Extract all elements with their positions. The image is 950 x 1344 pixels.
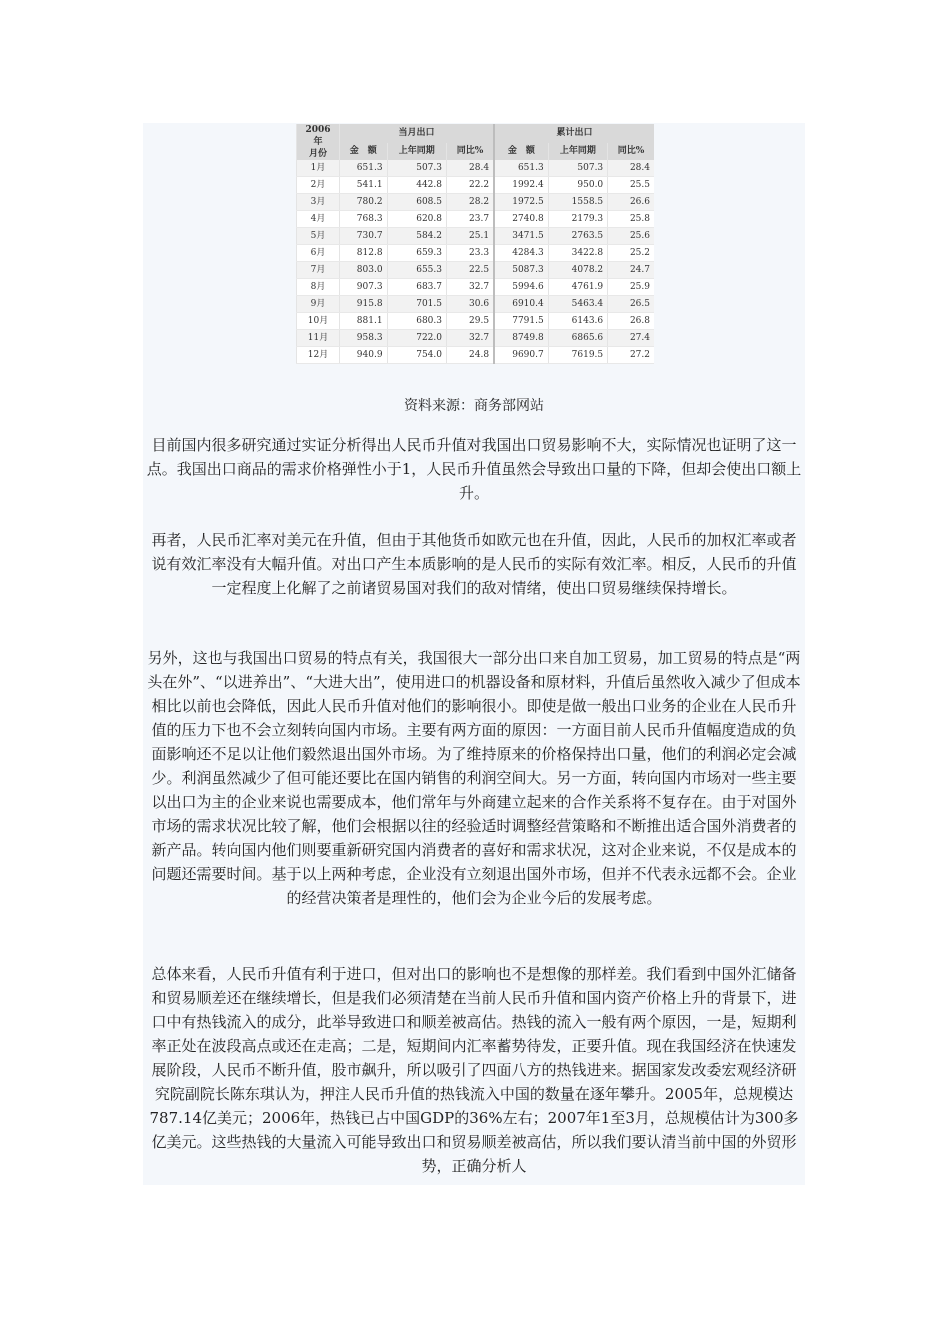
value-cell: 2763.5 (548, 228, 607, 245)
value-cell: 701.5 (387, 296, 446, 313)
month-cell: 1月 (297, 160, 340, 177)
sub-header: 金 额 (494, 143, 548, 160)
value-cell: 3422.8 (548, 245, 607, 262)
value-cell: 28.4 (446, 160, 494, 177)
value-cell: 32.7 (446, 330, 494, 347)
value-cell: 768.3 (340, 211, 388, 228)
value-cell: 6910.4 (494, 296, 548, 313)
value-cell: 651.3 (340, 160, 388, 177)
paragraph-2: 再者，人民币汇率对美元在升值，但由于其他货币如欧元也在升值，因此，人民币的加权汇率或者说有效汇率没有大幅升值。对出口产生本质影响的是人民币的实际有效汇率。相反，人民币的升值一定程度上化解了之前诸贸易国对我们的敌对情绪，使出口贸易继续保持增长。 (151, 531, 797, 597)
value-cell: 950.0 (548, 177, 607, 194)
table-row (297, 313, 655, 330)
paragraph-4: 总体来看，人民币升值有利于进口，但对出口的影响也不是想像的那样差。我们看到中国外汇储备和贸易顺差还在继续增长，但是我们必须清楚在当前人民币升值和国内资产价格上升的背景下，进口中有热钱流入的成分，此举导致进口和顺差被高估。热钱的流入一般有两个原因，一是，短期利率正处在波段高点或还在走高；二是，短期间内汇率蓄势待发，正要升值。现在我国经济在快速发展阶段，人民币不断升值，股市飙升，所以吸引了四面八方的热钱进来。据国家发改委宏观经济研究院副院长陈东琪认为，押注人民币升值的热钱流入中国的数量在逐年攀升。2005年，总规模达787.14亿美元；2006年，热钱已占中国GDP的36%左右；2007年1至3月，总规模估计为300多亿美元。这些热钱的大量流入可能导致出口和贸易顺差被高估，所以我们要认清当前中国的外贸形势，正确分析人 (149, 965, 799, 1175)
value-cell: 9690.7 (494, 347, 548, 364)
value-cell: 7619.5 (548, 347, 607, 364)
value-cell: 907.3 (340, 279, 388, 296)
paragraph-1: 目前国内很多研究通过实证分析得出人民币升值对我国出口贸易影响不大，实际情况也证明了这一点。我国出口商品的需求价格弹性小于1，人民币升值虽然会导致出口量的下降，但却会使出口额上升。 (146, 436, 802, 502)
table-corner-header: 2006年 月份 (297, 124, 340, 160)
value-cell: 25.5 (608, 177, 654, 194)
value-cell: 6865.6 (548, 330, 607, 347)
value-cell: 25.9 (608, 279, 654, 296)
value-cell: 27.2 (608, 347, 654, 364)
value-cell: 5087.3 (494, 262, 548, 279)
month-cell: 10月 (297, 313, 340, 330)
value-cell: 29.5 (446, 313, 494, 330)
value-cell: 754.0 (387, 347, 446, 364)
value-cell: 22.5 (446, 262, 494, 279)
value-cell: 659.3 (387, 245, 446, 262)
value-cell: 780.2 (340, 194, 388, 211)
value-cell: 28.4 (608, 160, 654, 177)
value-cell: 26.8 (608, 313, 654, 330)
value-cell: 915.8 (340, 296, 388, 313)
value-cell: 620.8 (387, 211, 446, 228)
value-cell: 608.5 (387, 194, 446, 211)
export-table (296, 124, 654, 364)
table-source-caption: 资料来源：商务部网站 (404, 398, 544, 414)
value-cell: 2740.8 (494, 211, 548, 228)
value-cell: 958.3 (340, 330, 388, 347)
value-cell: 23.3 (446, 245, 494, 262)
sub-header: 同比% (446, 143, 494, 160)
month-cell: 12月 (297, 347, 340, 364)
value-cell: 24.8 (446, 347, 494, 364)
sub-header: 金 额 (340, 143, 388, 160)
sub-header: 同比% (608, 143, 654, 160)
paragraph-3: 另外，这也与我国出口贸易的特点有关，我国很大一部分出口来自加工贸易，加工贸易的特点是“两头在外”、“以进养出”、“大进大出”，使用进口的机器设备和原材料，升值后虽然收入减少了但成本相比以前也会降低，因此人民币升值对他们的影响很小。即使是做一般出口业务的企业在人民币升值的压力下也不会立刻转向国内市场。主要有两方面的原因：一方面目前人民币升值幅度造成的负面影响还不足以让他们毅然退出国外市场。为了维持原来的价格保持出口量，他们的利润必定会减少。利润虽然减少了但可能还要比在国内销售的利润空间大。另一方面，转向国内市场对一些主要以出口为主的企业来说也需要成本，他们常年与外商建立起来的合作关系将不复存在。由于对国外市场的需求状况比较了解，他们会根据以往的经验适时调整经营策略和不断推出适合国外消费者的新产品。转向国内他们则要重新研究国内消费者的喜好和需求状况，这对企业来说，不仅是成本的问题还需要时间。基于以上两种考虑，企业没有立刻退出国外市场，但并不代表永远都不会。企业的经营决策者是理性的，他们会为企业今后的发展考虑。 (147, 649, 801, 907)
table-row (297, 194, 655, 211)
value-cell: 7791.5 (494, 313, 548, 330)
value-cell: 23.7 (446, 211, 494, 228)
value-cell: 30.6 (446, 296, 494, 313)
month-cell: 9月 (297, 296, 340, 313)
value-cell: 541.1 (340, 177, 388, 194)
sub-header: 上年同期 (548, 143, 607, 160)
value-cell: 4078.2 (548, 262, 607, 279)
sub-header: 上年同期 (387, 143, 446, 160)
value-cell: 8749.8 (494, 330, 548, 347)
value-cell: 4284.3 (494, 245, 548, 262)
value-cell: 940.9 (340, 347, 388, 364)
value-cell: 22.2 (446, 177, 494, 194)
month-cell: 3月 (297, 194, 340, 211)
value-cell: 1972.5 (494, 194, 548, 211)
value-cell: 507.3 (387, 160, 446, 177)
value-cell: 722.0 (387, 330, 446, 347)
month-cell: 11月 (297, 330, 340, 347)
value-cell: 1558.5 (548, 194, 607, 211)
month-cell: 2月 (297, 177, 340, 194)
value-cell: 5463.4 (548, 296, 607, 313)
value-cell: 4761.9 (548, 279, 607, 296)
value-cell: 25.6 (608, 228, 654, 245)
value-cell: 2179.3 (548, 211, 607, 228)
month-cell: 4月 (297, 211, 340, 228)
table-row (297, 262, 655, 279)
month-cell: 7月 (297, 262, 340, 279)
value-cell: 1992.4 (494, 177, 548, 194)
table-row (297, 279, 655, 296)
value-cell: 803.0 (340, 262, 388, 279)
table-row (297, 347, 655, 364)
value-cell: 28.2 (446, 194, 494, 211)
value-cell: 683.7 (387, 279, 446, 296)
month-cell: 8月 (297, 279, 340, 296)
value-cell: 6143.6 (548, 313, 607, 330)
value-cell: 655.3 (387, 262, 446, 279)
value-cell: 442.8 (387, 177, 446, 194)
value-cell: 25.2 (608, 245, 654, 262)
value-cell: 26.6 (608, 194, 654, 211)
value-cell: 27.4 (608, 330, 654, 347)
value-cell: 584.2 (387, 228, 446, 245)
group-header-monthly: 当月出口 (340, 124, 495, 143)
value-cell: 680.3 (387, 313, 446, 330)
value-cell: 5994.6 (494, 279, 548, 296)
value-cell: 507.3 (548, 160, 607, 177)
month-cell: 5月 (297, 228, 340, 245)
value-cell: 26.5 (608, 296, 654, 313)
table-body (297, 160, 655, 364)
value-cell: 25.1 (446, 228, 494, 245)
value-cell: 32.7 (446, 279, 494, 296)
value-cell: 812.8 (340, 245, 388, 262)
table-row (297, 160, 655, 177)
table-row (297, 330, 655, 347)
table-row (297, 177, 655, 194)
group-header-cumulative: 累计出口 (494, 124, 654, 143)
table-row (297, 228, 655, 245)
export-table-image (296, 124, 654, 364)
month-cell: 6月 (297, 245, 340, 262)
value-cell: 651.3 (494, 160, 548, 177)
value-cell: 881.1 (340, 313, 388, 330)
table-row (297, 245, 655, 262)
value-cell: 3471.5 (494, 228, 548, 245)
value-cell: 25.8 (608, 211, 654, 228)
value-cell: 730.7 (340, 228, 388, 245)
table-row (297, 296, 655, 313)
table-row (297, 211, 655, 228)
value-cell: 24.7 (608, 262, 654, 279)
